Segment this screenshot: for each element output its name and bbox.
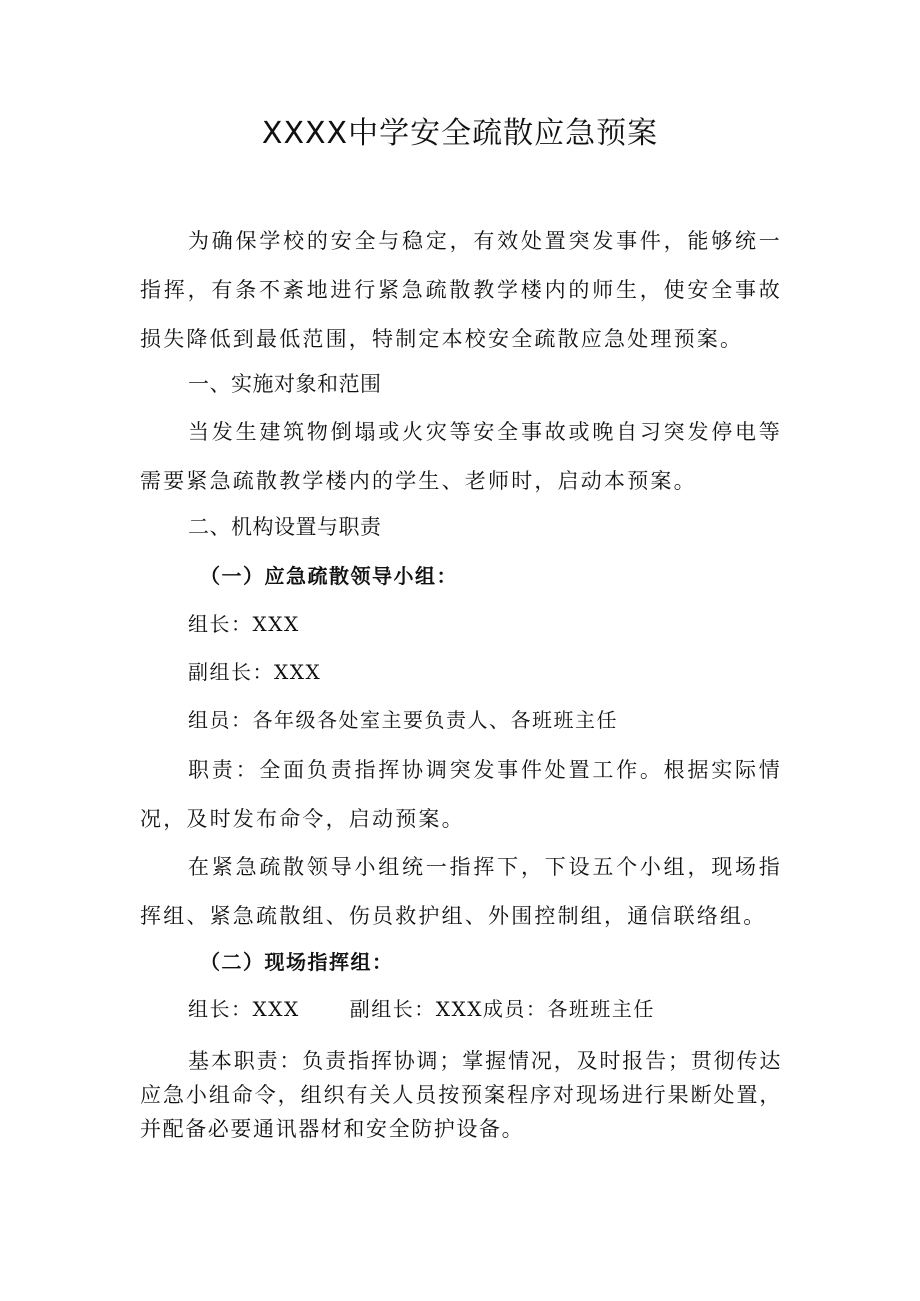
section-1-body: 当发生建筑物倒塌或火灾等安全事故或晚自习突发停电等需要紧急疏散教学楼内的学生、老师时，启动本预案。 bbox=[140, 420, 782, 493]
group-1-subgroups: 在紧急疏散领导小组统一指挥下，下设五个小组，现场指挥组、紧急疏散组、伤员救护组、外围控制组，通信联络组。 bbox=[140, 855, 782, 928]
group-1-duty: 职责：全面负责指挥协调突发事件处置工作。根据实际情况，及时发布命令，启动预案。 bbox=[140, 758, 782, 831]
group-2-staff-line bbox=[188, 989, 655, 1029]
group-2-deputy-members: 副组长：XXX成员：各班班主任 bbox=[349, 997, 655, 1021]
group-1-leader: 组长：XXX bbox=[188, 612, 300, 636]
group-2-heading: （二）现场指挥组： bbox=[200, 950, 394, 974]
group-1-deputy: 副组长：XXX bbox=[188, 660, 322, 684]
group-2-duty: 基本职责：负责指挥协调；掌握情况，及时报告；贯彻传达应急小组命令，组织有关人员按预案程序对现场进行果断处置，并配备必要通讯器材和安全防护设备。 bbox=[140, 1049, 782, 1141]
section-1-heading: 一、实施对象和范围 bbox=[188, 372, 382, 396]
intro-paragraph: 为确保学校的安全与稳定，有效处置突发事件，能够统一指挥，有条不紊地进行紧急疏散教学楼内的师生，使安全事故损失降低到最低范围，特制定本校安全疏散应急处理预案。 bbox=[140, 229, 782, 351]
group-1-heading: （一）应急疏散领导小组： bbox=[200, 564, 458, 588]
document-title: XXXX中学安全疏散应急预案 bbox=[261, 116, 659, 151]
group-1-members: 组员：各年级各处室主要负责人、各班班主任 bbox=[188, 708, 618, 732]
group-2-leader: 组长：XXX bbox=[188, 997, 300, 1021]
section-2-heading: 二、机构设置与职责 bbox=[188, 515, 382, 539]
